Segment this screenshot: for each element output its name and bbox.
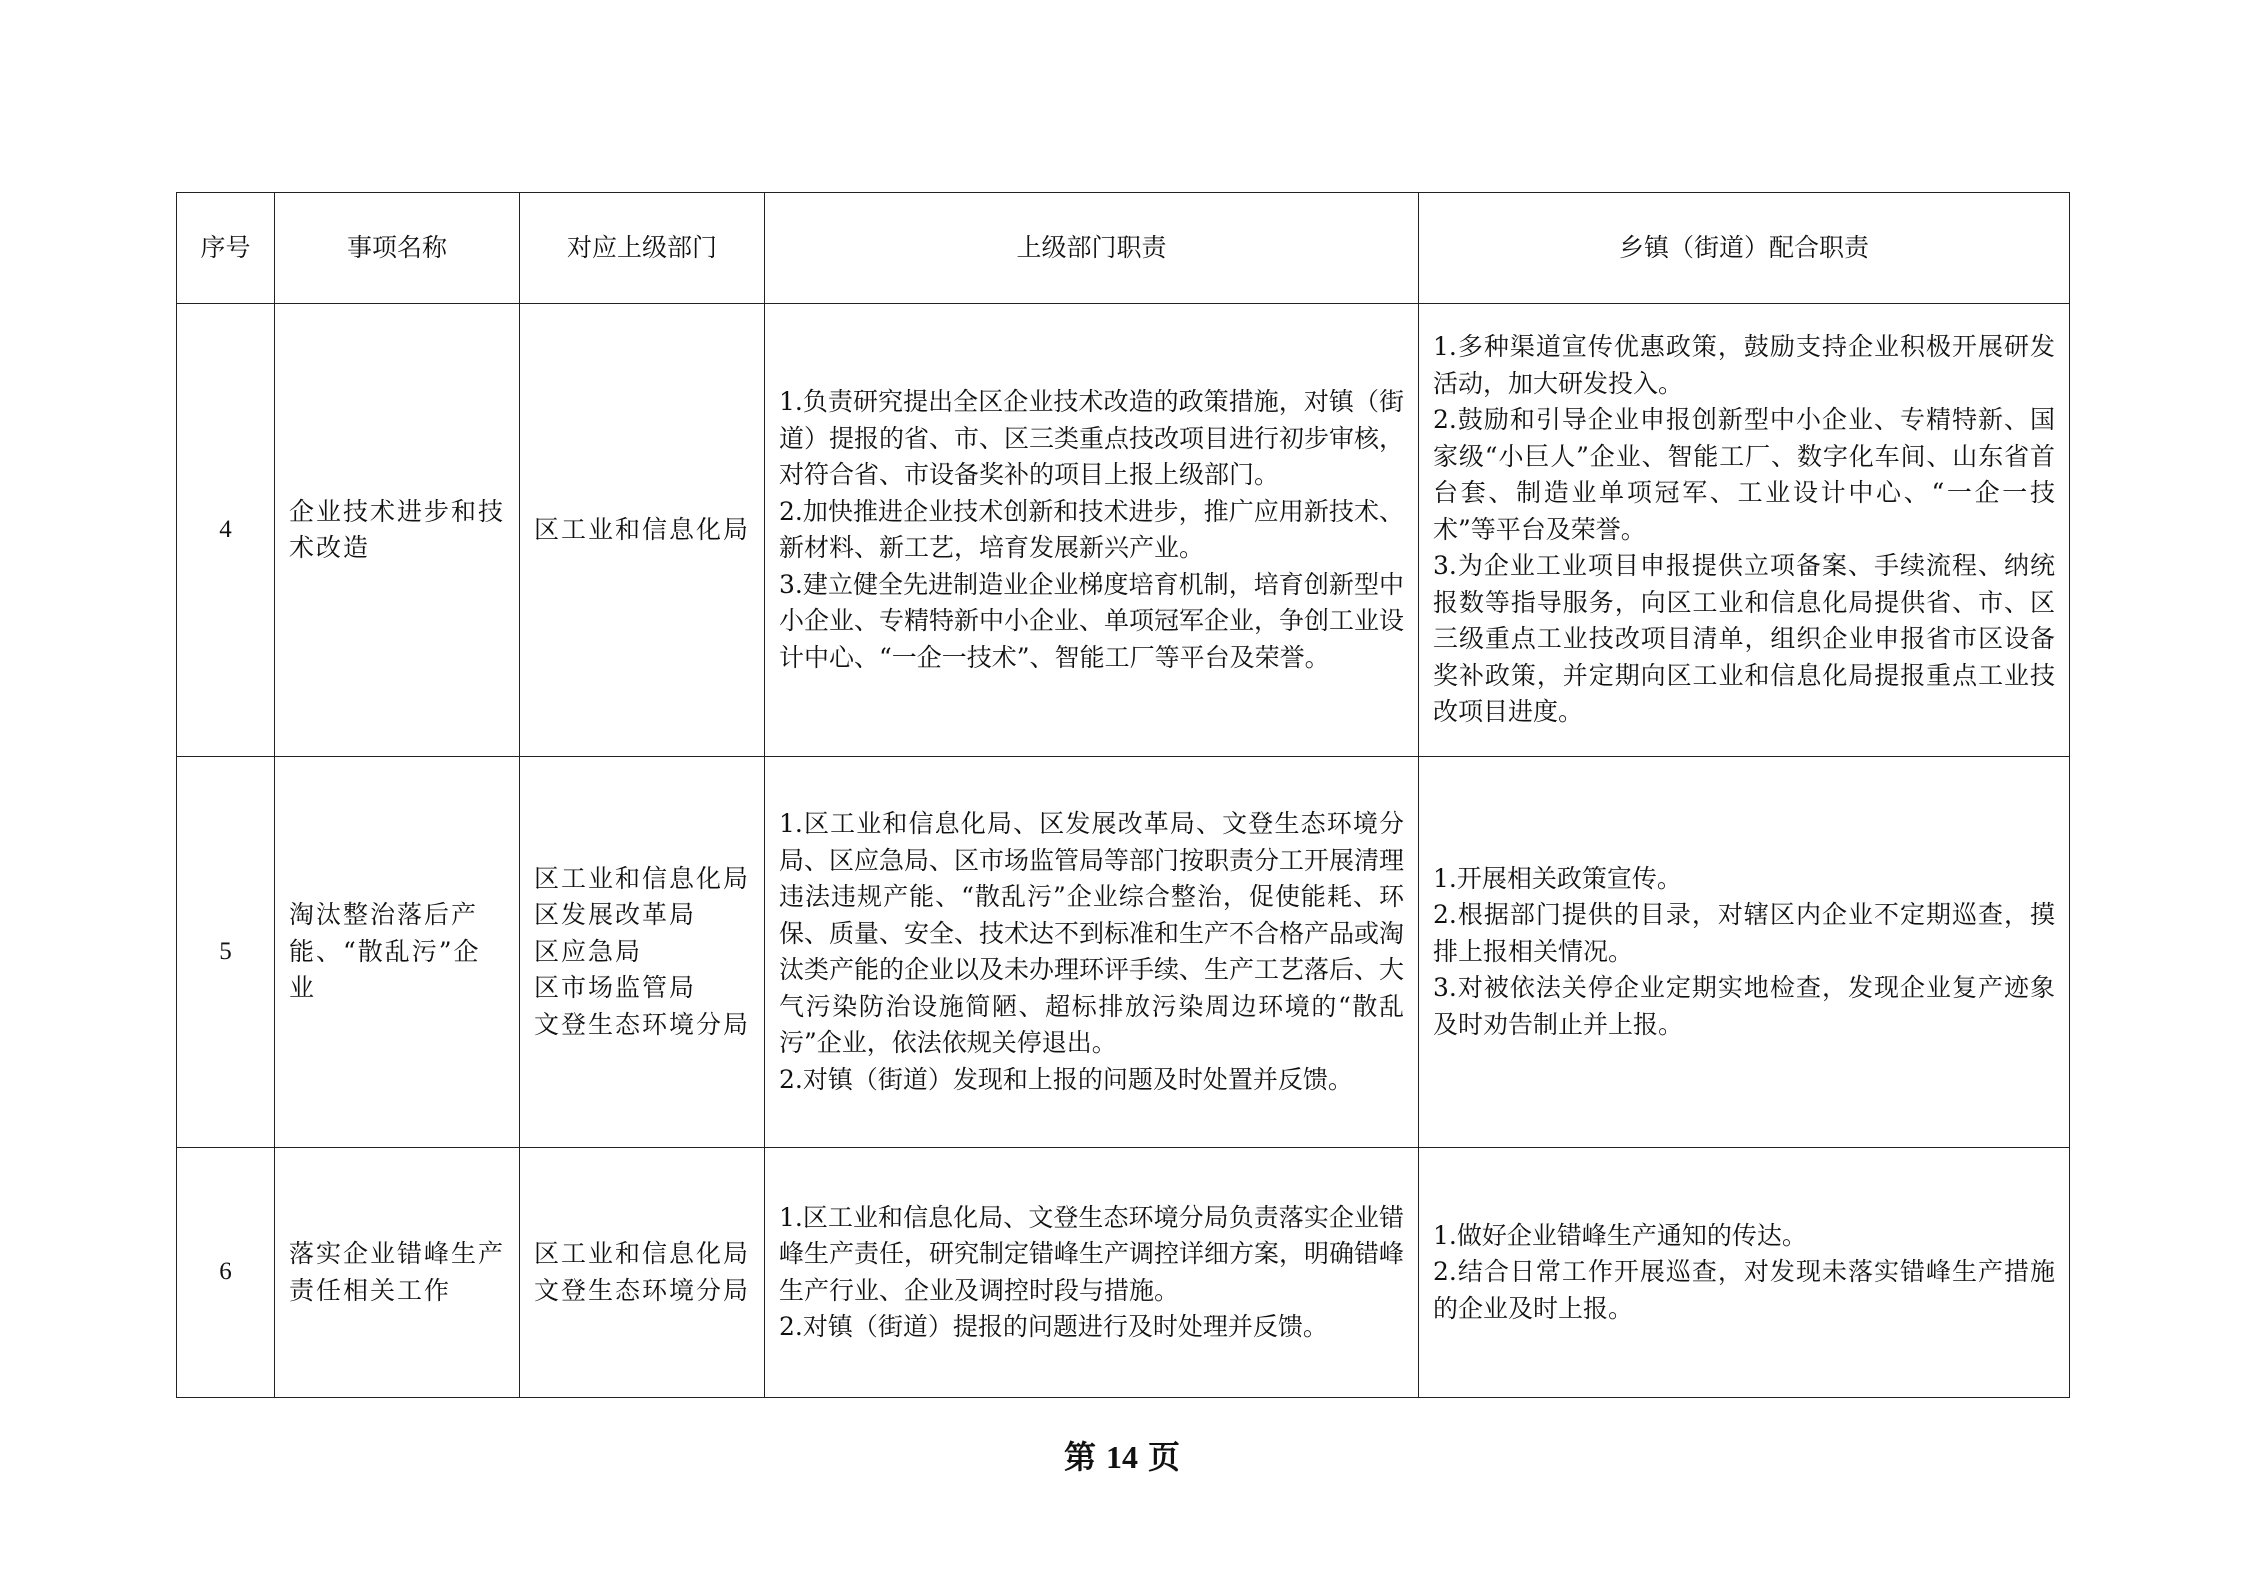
header-row bbox=[177, 193, 2070, 304]
header-name: 事项名称 bbox=[275, 193, 520, 304]
duty-line: 3.为企业工业项目申报提供立项备案、手续流程、纳统报数等指导服务，向区工业和信息化局提供省、市、区三级重点工业技改项目清单，组织企业申报省市区设备奖补政策，并定期向区工业和信息化局提报重点工业技改项目进度。 bbox=[1433, 551, 2055, 727]
duty-line: 1.开展相关政策宣传。 bbox=[1433, 863, 1682, 893]
row-num: 5 bbox=[177, 757, 275, 1148]
duty-table bbox=[176, 192, 2070, 1398]
dept-line: 区应急局 bbox=[534, 936, 643, 966]
duty-line: 1.区工业和信息化局、区发展改革局、文登生态环境分局、区应急局、区市场监管局等部门按职责分工开展清理违法违规产能、“散乱污”企业综合整治，促使能耗、环保、质量、安全、技术达不到标准和生产不合格产品或淘汰类产能的企业以及未办理环评手续、生产工艺落后、大气污染防治设施简陋、超标排放污染周边环境的“散乱污”企业，依法依规关停退出。 bbox=[779, 809, 1405, 1057]
row-town-duty bbox=[1419, 304, 2070, 757]
row-num: 4 bbox=[177, 304, 275, 757]
header-dept: 对应上级部门 bbox=[520, 193, 765, 304]
header-town-duty: 乡镇（街道）配合职责 bbox=[1419, 193, 2070, 304]
duty-line: 2.对镇（街道）发现和上报的问题及时处置并反馈。 bbox=[779, 1064, 1353, 1094]
header-num: 序号 bbox=[177, 193, 275, 304]
duty-line: 2.结合日常工作开展巡查，对发现未落实错峰生产措施的企业及时上报。 bbox=[1433, 1257, 2055, 1323]
page-number: 14 bbox=[1106, 1439, 1138, 1475]
table-row bbox=[177, 757, 2070, 1148]
table-row bbox=[177, 304, 2070, 757]
row-town-duty bbox=[1419, 757, 2070, 1148]
row-upper-duty bbox=[765, 757, 1419, 1148]
row-upper-duty bbox=[765, 1148, 1419, 1398]
row-item-name: 企业技术进步和技术改造 bbox=[275, 304, 520, 757]
row-dept bbox=[520, 304, 765, 757]
duty-line: 1.负责研究提出全区企业技术改造的政策措施，对镇（街道）提报的省、市、区三类重点技改项目进行初步审核，对符合省、市设备奖补的项目上报上级部门。 bbox=[779, 387, 1405, 489]
duty-line: 2.对镇（街道）提报的问题进行及时处理并反馈。 bbox=[779, 1312, 1328, 1341]
duty-line: 2.鼓励和引导企业申报创新型中小企业、专精特新、国家级“小巨人”企业、智能工厂、数字化车间、山东省首台套、制造业单项冠军、工业设计中心、“一企一技术”等平台及荣誉。 bbox=[1433, 405, 2055, 544]
duty-line: 1.做好企业错峰生产通知的传达。 bbox=[1433, 1220, 1807, 1250]
page-footer bbox=[0, 1432, 2244, 1478]
page-suffix: 页 bbox=[1148, 1438, 1181, 1476]
duty-line: 1.多种渠道宣传优惠政策，鼓励支持企业积极开展研发活动，加大研发投入。 bbox=[1433, 332, 2055, 398]
duty-line: 1.区工业和信息化局、文登生态环境分局负责落实企业错峰生产责任，研究制定错峰生产调控详细方案，明确错峰生产行业、企业及调控时段与措施。 bbox=[779, 1202, 1405, 1305]
row-dept bbox=[520, 1148, 765, 1398]
table-row bbox=[177, 1148, 2070, 1398]
dept-line: 区工业和信息化局 bbox=[534, 863, 751, 893]
row-item-name: 落实企业错峰生产责任相关工作 bbox=[275, 1148, 520, 1398]
row-upper-duty bbox=[765, 304, 1419, 757]
page-prefix: 第 bbox=[1063, 1438, 1096, 1476]
dept-line: 区发展改革局 bbox=[534, 900, 697, 930]
dept-line: 区市场监管局 bbox=[534, 973, 697, 1003]
duty-line: 3.对被依法关停企业定期实地检查，发现企业复产迹象及时劝告制止并上报。 bbox=[1433, 973, 2055, 1039]
header-upper-duty: 上级部门职责 bbox=[765, 193, 1419, 304]
duty-line: 3.建立健全先进制造业企业梯度培育机制，培育创新型中小企业、专精特新中小企业、单项冠军企业，争创工业设计中心、“一企一技术”、智能工厂等平台及荣誉。 bbox=[779, 569, 1405, 672]
duty-line: 2.根据部门提供的目录，对辖区内企业不定期巡查，摸排上报相关情况。 bbox=[1433, 900, 2055, 966]
duty-line: 2.加快推进企业技术创新和技术进步，推广应用新技术、新材料、新工艺，培育发展新兴产业。 bbox=[779, 496, 1404, 562]
row-town-duty bbox=[1419, 1148, 2070, 1398]
dept-line: 文登生态环境分局 bbox=[534, 1275, 751, 1305]
dept-line: 文登生态环境分局 bbox=[534, 1009, 751, 1039]
row-dept bbox=[520, 757, 765, 1148]
dept-line: 区工业和信息化局 bbox=[534, 1239, 751, 1268]
dept-line: 区工业和信息化局 bbox=[534, 514, 751, 544]
row-num: 6 bbox=[177, 1148, 275, 1398]
row-item-name: 淘汰整治落后产能、“散乱污”企业 bbox=[275, 757, 520, 1148]
